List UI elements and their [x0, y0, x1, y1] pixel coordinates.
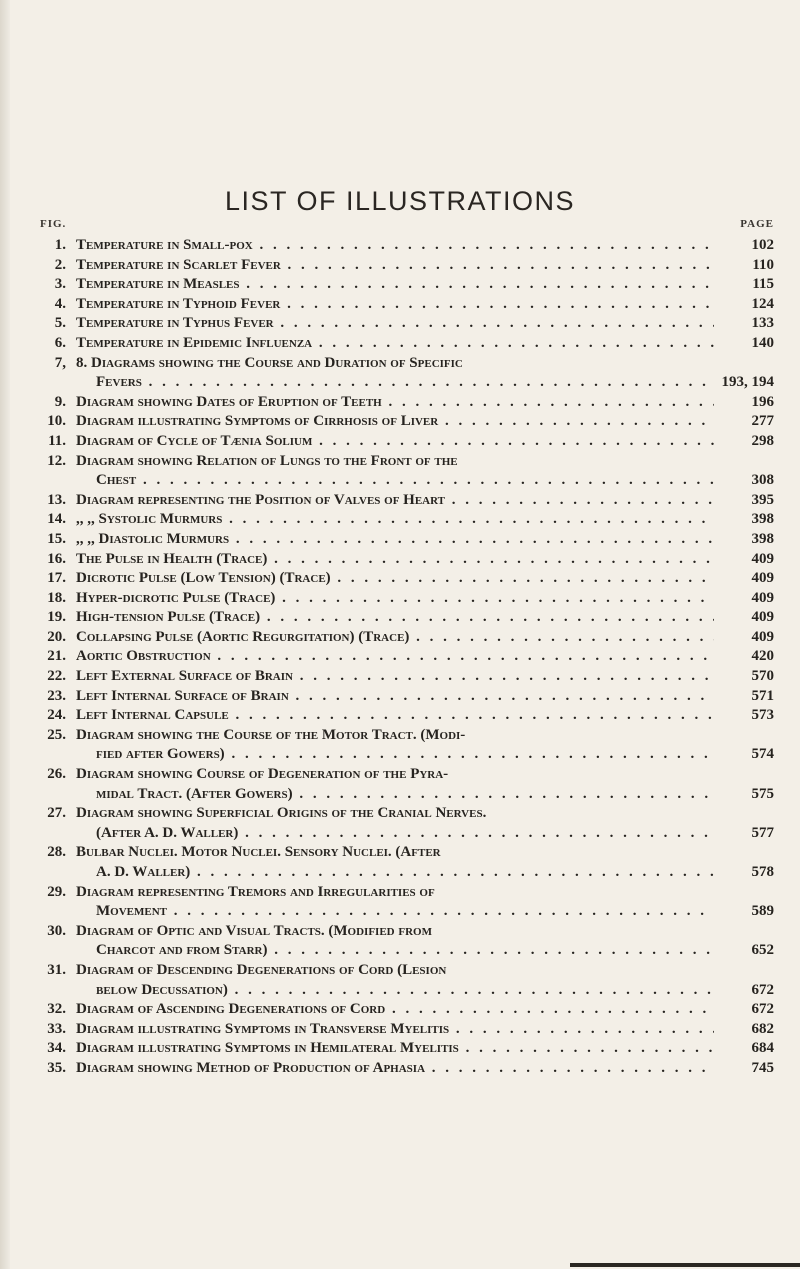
figure-number: 17. [47, 570, 66, 587]
page-number: 684 [751, 1040, 774, 1057]
figure-number: 3. [54, 276, 66, 293]
page-number: 578 [751, 864, 774, 880]
list-item [38, 726, 774, 746]
list-item [38, 373, 774, 393]
page-number: 308 [751, 472, 774, 489]
figure-number: 6. [54, 334, 66, 351]
list-item [38, 412, 774, 432]
list-item [38, 765, 774, 785]
page-number: 277 [751, 413, 774, 430]
page-number: 398 [751, 530, 774, 547]
list-item [38, 628, 774, 648]
list-item [38, 471, 774, 491]
figure-number: 28. [47, 844, 66, 861]
page-number: 409 [751, 609, 774, 626]
figure-number: 7, [54, 354, 66, 371]
page-number: 420 [751, 648, 774, 665]
list-item [38, 647, 774, 667]
figure-number: 23. [47, 687, 66, 704]
figure-caption: Diagram of Descending Degenerations of Cord (Lesion [76, 961, 447, 978]
list-item [38, 275, 774, 295]
figure-caption: Diagram of Ascending Degenerations of Cord . . . [76, 1000, 714, 1020]
figure-caption: 8. Diagrams showing the Course and Duration of Specific [76, 354, 463, 371]
figure-number: 4. [54, 295, 66, 312]
figure-caption: Dicrotic Pulse (Low Tension) (Trace) . . . [76, 569, 714, 589]
page-number: 409 [751, 589, 774, 606]
figure-caption: Left Internal Surface of Brain . . . [76, 687, 714, 707]
list-item [38, 1020, 774, 1040]
figure-caption: Temperature in Epidemic Influenza . . . [76, 334, 714, 354]
page-column-header: PAGE [740, 218, 774, 230]
page-number: 682 [751, 1020, 774, 1037]
list-item [38, 256, 774, 276]
figure-caption: fied after Gowers) . . . [96, 745, 714, 765]
figure-number: 25. [47, 726, 66, 743]
page-number: 672 [751, 1001, 774, 1018]
page-number: 140 [751, 334, 774, 351]
list-item [38, 354, 774, 374]
list-item [38, 961, 774, 981]
figure-caption: Diagram of Optic and Visual Tracts. (Modified from [76, 922, 432, 939]
figure-number: 30. [47, 922, 66, 939]
figure-caption: ,, ,, Diastolic Murmurs . . . [76, 530, 714, 550]
page-number: 124 [751, 295, 774, 312]
figure-caption: Collapsing Pulse (Aortic Regurgitation) (Trace) . . . [76, 628, 714, 648]
figure-number: 11. [48, 432, 66, 449]
page-number: 110 [752, 256, 774, 273]
page-number: 577 [751, 824, 774, 841]
figure-caption: ,, ,, Systolic Murmurs . . . [76, 510, 714, 530]
figure-caption: Temperature in Scarlet Fever . . . [76, 256, 714, 276]
page-number: 409 [751, 550, 774, 567]
list-item [38, 687, 774, 707]
figure-caption: Chest . . . [96, 471, 714, 491]
figure-caption: Bulbar Nuclei. Motor Nuclei. Sensory Nuclei. (After [76, 844, 441, 861]
page-number: 652 [751, 942, 774, 959]
figure-caption: A. D. Waller) . . . [96, 863, 714, 883]
list-item [38, 569, 774, 589]
figure-caption: midal Tract. (After Gowers) . . . [96, 785, 714, 805]
figure-caption: Temperature in Measles . . . [76, 275, 714, 295]
bottom-rule [570, 1263, 800, 1267]
page-number: 672 [751, 981, 774, 998]
page-title: LIST OF ILLUSTRATIONS [224, 186, 576, 217]
page-number: 102 [751, 237, 774, 253]
list-item [38, 589, 774, 609]
fig-column-header: FIG. [40, 218, 67, 230]
page-number: 395 [751, 491, 774, 508]
list-item [38, 1059, 774, 1079]
figure-number: 35. [47, 1059, 66, 1076]
figure-caption: Left Internal Capsule . . . [76, 706, 714, 726]
figure-number: 9. [54, 393, 66, 410]
figure-number: 34. [47, 1040, 66, 1057]
list-item [38, 824, 774, 844]
figure-number: 24. [47, 707, 66, 724]
page-number: 574 [751, 746, 774, 763]
figure-number: 32. [47, 1001, 66, 1018]
figure-number: 27. [47, 805, 66, 822]
figure-caption: Diagram illustrating Symptoms in Hemilateral Myelitis . . . [76, 1039, 714, 1059]
figure-number: 22. [47, 668, 66, 685]
figure-caption: Temperature in Small-pox . . . [76, 236, 714, 256]
page-number: 575 [751, 785, 774, 802]
figure-caption: Diagram showing Relation of Lungs to the Front of the [76, 452, 458, 469]
page-number: 570 [751, 668, 774, 685]
figure-caption: Diagram showing Course of Degeneration of the Pyra- [76, 766, 449, 783]
page-number: 573 [751, 707, 774, 724]
list-item [38, 843, 774, 863]
list-item [38, 393, 774, 413]
figure-number: 13. [47, 491, 66, 508]
figure-caption: Hyper-dicrotic Pulse (Trace) . . . [76, 589, 714, 609]
figure-caption: Diagram showing the Course of the Motor Tract. (Modi- [76, 726, 466, 743]
list-item [38, 550, 774, 570]
page-number: 133 [751, 315, 774, 332]
page-number: 298 [751, 432, 774, 449]
figure-caption: Diagram illustrating Symptoms of Cirrhosis of Liver . . . [76, 412, 714, 432]
figure-number: 20. [47, 628, 66, 645]
figure-number: 12. [47, 452, 66, 469]
figure-caption: Diagram illustrating Symptoms in Transverse Myelitis . . . [76, 1020, 714, 1040]
figure-caption: Diagram showing Dates of Eruption of Teeth . . . [76, 393, 714, 413]
list-item [38, 745, 774, 765]
page-number: 409 [751, 628, 774, 645]
figure-number: 14. [47, 511, 66, 528]
page-number: 196 [751, 393, 774, 410]
figure-number: 5. [54, 315, 66, 332]
illustrations-list [38, 236, 774, 1079]
list-item [38, 452, 774, 472]
page-number: 589 [751, 903, 774, 920]
figure-number: 29. [47, 883, 66, 900]
figure-number: 33. [47, 1020, 66, 1037]
page-number: 398 [751, 511, 774, 528]
list-item [38, 608, 774, 628]
figure-caption: Charcot and from Starr) . . . [96, 941, 714, 961]
page-number: 115 [752, 276, 774, 293]
list-item [38, 491, 774, 511]
list-item [38, 1000, 774, 1020]
figure-number: 31. [47, 961, 66, 978]
figure-caption: Aortic Obstruction . . . [76, 647, 714, 667]
figure-caption: Diagram of Cycle of Tænia Solium . . . [76, 432, 714, 452]
figure-number: 26. [47, 766, 66, 783]
figure-number: 2. [54, 256, 66, 273]
figure-caption: (After A. D. Waller) . . . [96, 824, 714, 844]
list-item [38, 706, 774, 726]
figure-number: 1. [54, 237, 66, 253]
figure-caption: Diagram showing Superficial Origins of the Cranial Nerves. [76, 805, 487, 822]
list-item [38, 432, 774, 452]
list-item [38, 334, 774, 354]
list-item [38, 941, 774, 961]
figure-number: 18. [47, 589, 66, 606]
list-item [38, 785, 774, 805]
list-item [38, 510, 774, 530]
list-item [38, 314, 774, 334]
figure-caption: Temperature in Typhoid Fever . . . [76, 295, 714, 315]
list-item [38, 667, 774, 687]
figure-caption: The Pulse in Health (Trace) . . . [76, 550, 714, 570]
figure-number: 15. [47, 530, 66, 547]
figure-number: 10. [47, 413, 66, 430]
list-item [38, 981, 774, 1001]
list-item [38, 922, 774, 942]
list-item [38, 236, 774, 256]
list-item [38, 863, 774, 883]
page-number: 571 [751, 687, 774, 704]
list-item [38, 530, 774, 550]
figure-caption: Fevers . . . [96, 373, 714, 393]
list-item [38, 1039, 774, 1059]
figure-caption: Diagram showing Method of Production of Aphasia . . . [76, 1059, 714, 1079]
list-item [38, 295, 774, 315]
figure-caption: below Decussation) . . . [96, 981, 714, 1001]
figure-number: 21. [47, 648, 66, 665]
figure-caption: Temperature in Typhus Fever . . . [76, 314, 714, 334]
figure-caption: Left External Surface of Brain . . . [76, 667, 714, 687]
list-item [38, 902, 774, 922]
list-item [38, 804, 774, 824]
figure-number: 16. [47, 550, 66, 567]
list-item [38, 883, 774, 903]
page-number: 193, 194 [721, 374, 774, 391]
figure-caption: Movement . . . [96, 902, 714, 922]
figure-caption: Diagram representing the Position of Valves of Heart . . . [76, 491, 714, 511]
figure-number: 19. [47, 609, 66, 626]
figure-caption: High-tension Pulse (Trace) . . . [76, 608, 714, 628]
page-number: 409 [751, 570, 774, 587]
figure-caption: Diagram representing Tremors and Irregularities of [76, 883, 435, 900]
page-number: 745 [751, 1059, 774, 1076]
